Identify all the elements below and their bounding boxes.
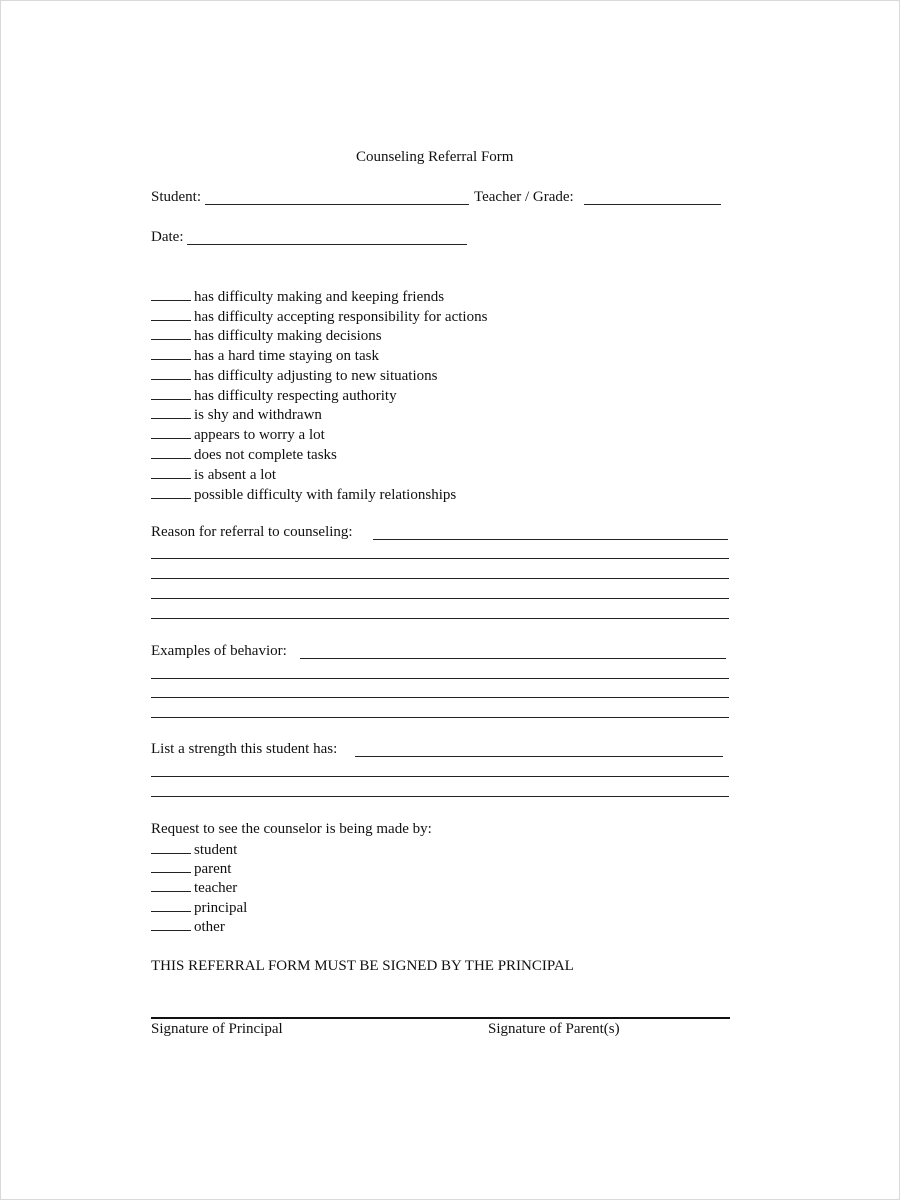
date-field[interactable] xyxy=(187,244,467,245)
requester-text: student xyxy=(194,842,238,858)
principal-signature-notice: THIS REFERRAL FORM MUST BE SIGNED BY THE PRINCIPAL xyxy=(151,958,574,974)
concern-item xyxy=(151,346,379,365)
concern-text: has difficulty accepting responsibility for actions xyxy=(194,309,488,325)
concern-text: has difficulty adjusting to new situations xyxy=(194,368,438,384)
reason-line xyxy=(151,618,729,619)
reason-line xyxy=(151,598,729,599)
concern-check-blank[interactable] xyxy=(151,425,191,439)
reason-line xyxy=(151,558,729,559)
examples-label: Examples of behavior: xyxy=(151,643,287,659)
concern-check-blank[interactable] xyxy=(151,445,191,459)
concern-check-blank[interactable] xyxy=(151,485,191,499)
reason-line xyxy=(373,539,728,540)
requester-text: parent xyxy=(194,861,232,877)
requester-item xyxy=(151,878,237,897)
date-label: Date: xyxy=(151,229,184,245)
teacher-grade-label: Teacher / Grade: xyxy=(474,189,574,205)
parent-signature-label: Signature of Parent(s) xyxy=(488,1021,620,1037)
reason-line xyxy=(151,578,729,579)
concern-item xyxy=(151,386,397,405)
concern-check-blank[interactable] xyxy=(151,465,191,479)
strength-label: List a strength this student has: xyxy=(151,741,338,757)
reason-label: Reason for referral to counseling: xyxy=(151,524,353,540)
requester-text: teacher xyxy=(194,880,238,896)
concern-check-blank[interactable] xyxy=(151,346,191,360)
concern-item xyxy=(151,326,382,345)
concern-text: possible difficulty with family relationships xyxy=(194,487,457,503)
concern-item xyxy=(151,445,337,464)
concern-text: does not complete tasks xyxy=(194,447,337,463)
concern-check-blank[interactable] xyxy=(151,386,191,400)
concern-check-blank[interactable] xyxy=(151,366,191,380)
concern-text: has difficulty making decisions xyxy=(194,328,382,344)
concern-text: is absent a lot xyxy=(194,467,277,483)
requester-item xyxy=(151,859,231,878)
concern-check-blank[interactable] xyxy=(151,307,191,321)
strength-line xyxy=(151,776,729,777)
requester-check-blank[interactable] xyxy=(151,859,191,873)
examples-line xyxy=(300,658,726,659)
principal-signature-label: Signature of Principal xyxy=(151,1021,283,1037)
request-label: Request to see the counselor is being made by: xyxy=(151,821,432,837)
teacher-grade-field[interactable] xyxy=(584,204,721,205)
concern-item xyxy=(151,465,276,484)
requester-check-blank[interactable] xyxy=(151,898,191,912)
strength-line xyxy=(355,756,723,757)
requester-check-blank[interactable] xyxy=(151,917,191,931)
concern-item xyxy=(151,307,487,326)
requester-check-blank[interactable] xyxy=(151,840,191,854)
concern-text: is shy and withdrawn xyxy=(194,407,322,423)
examples-line xyxy=(151,678,729,679)
concern-text: has difficulty making and keeping friends xyxy=(194,289,445,305)
examples-line xyxy=(151,697,729,698)
concern-item xyxy=(151,405,322,424)
concern-item xyxy=(151,485,456,504)
concern-item xyxy=(151,287,444,306)
form-title: Counseling Referral Form xyxy=(356,149,514,165)
requester-text: principal xyxy=(194,900,248,916)
strength-line xyxy=(151,796,729,797)
student-label: Student: xyxy=(151,189,202,205)
concern-text: has difficulty respecting authority xyxy=(194,388,397,404)
requester-text: other xyxy=(194,919,225,935)
student-field[interactable] xyxy=(205,204,469,205)
signature-line[interactable] xyxy=(151,1017,730,1019)
examples-line xyxy=(151,717,729,718)
concern-check-blank[interactable] xyxy=(151,326,191,340)
concern-check-blank[interactable] xyxy=(151,287,191,301)
concern-item xyxy=(151,425,325,444)
requester-item xyxy=(151,917,225,936)
requester-item xyxy=(151,898,247,917)
concern-item xyxy=(151,366,437,385)
requester-check-blank[interactable] xyxy=(151,878,191,892)
concern-text: appears to worry a lot xyxy=(194,427,325,443)
requester-item xyxy=(151,840,237,859)
concern-check-blank[interactable] xyxy=(151,405,191,419)
concern-text: has a hard time staying on task xyxy=(194,348,379,364)
